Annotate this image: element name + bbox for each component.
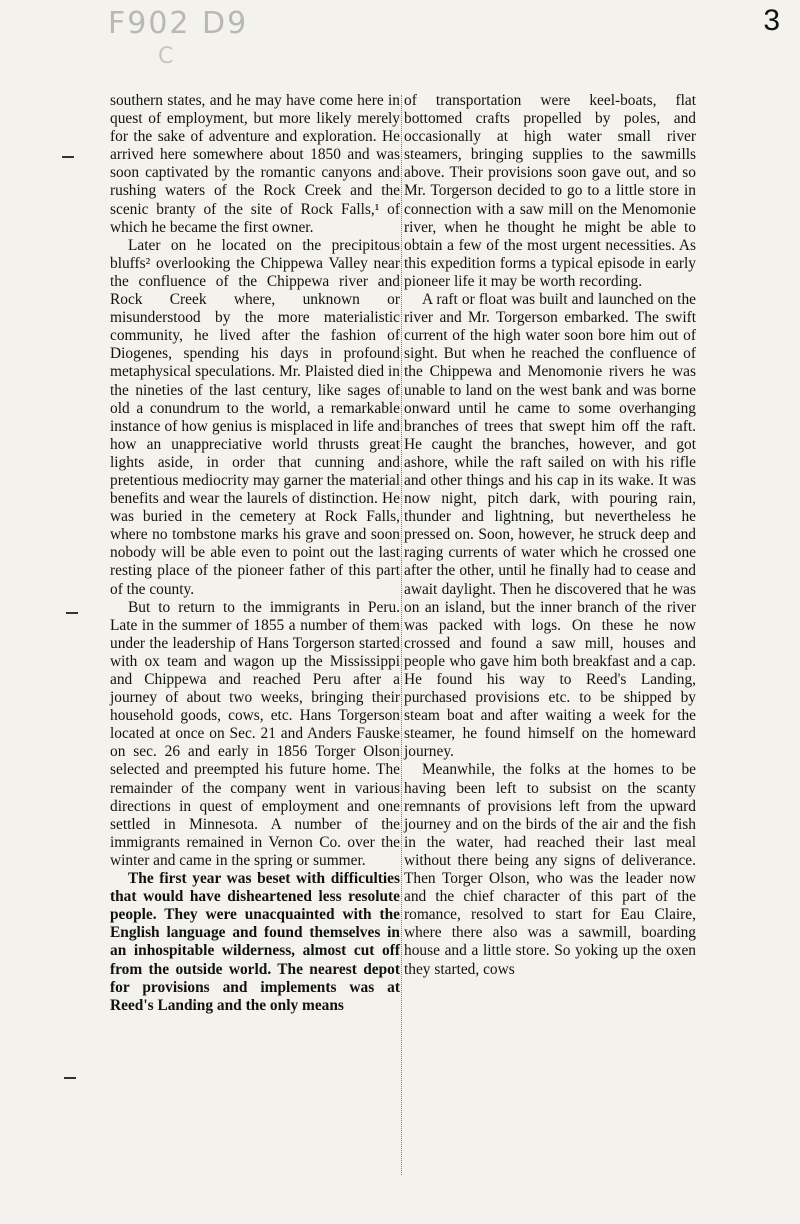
left-paragraph-2: Later on he located on the precipitous bluffs² overlooking the Chippewa Valley near the confluence of the Chippewa river and Rock Creek where, unknown or misunderstood by the more materialistic community, he lived after the fashion of Diogenes, spending his days in profound metaphysical speculations. Mr. Plaisted died in the nineties of the last century, like sages of old a conundrum to the world, a remarkable instance of how genius is misplaced in life and how an unappreciative world thrusts great lights aside, in order that cunning and pretentious mediocrity may garner the material benefits and wear the laurels of distinction. He was buried in the cemetery at Rock Falls, where no tombstone marks his grave and soon nobody will be able even to point out the last resting place of the pioneer father of this part of the county. [110, 236, 400, 598]
archive-pencil-mark: F902 D9 [108, 6, 249, 41]
column-divider [401, 95, 402, 1175]
left-paragraph-1: southern states, and he may have come here in quest of employment, but more likely merely for the sake of adventure and exploration. He arrived here somewhere about 1850 and was soon captivated by the romantic canyons and rushing waters of the Rock Creek and the scenic branty of the site of Rock Falls,¹ of which he became the first owner. [110, 92, 400, 236]
left-text-column [110, 92, 400, 1015]
right-text-column [404, 92, 696, 979]
margin-tick-mark [62, 156, 74, 158]
margin-tick-mark [66, 612, 78, 614]
left-paragraph-3: But to return to the immigrants in Peru. Late in the summer of 1855 a number of them under the leadership of Hans Torgerson started with ox team and wagon up the Mississippi and Chippewa and reached Peru after a journey of about two weeks, bringing their household goods, cows, etc. Hans Torgerson located at once on Sec. 21 and Anders Fauske on sec. 26 and early in 1856 Torger Olson selected and preempted his future home. The remainder of the company went in various directions in quest of employment and one settled in Minnesota. A number of the immigrants remained in Vernon Co. over the winter and came in the spring or summer. [110, 598, 400, 869]
page-number: 3 [763, 4, 780, 37]
left-paragraph-4: The first year was beset with difficulties that would have disheartened less resolute people. They were unacquainted with the English language and found themselves in an inhospitable wilderness, almost cut off from the outside world. The nearest depot for provisions and implements was at Reed's Landing and the only means [110, 870, 400, 1014]
margin-tick-mark [64, 1077, 76, 1079]
right-paragraph-2: A raft or float was built and launched on the river and Mr. Torgerson embarked. The swift current of the high water soon bore him out of sight. But when he reached the confluence of the Chippewa and Menomonie rivers he was unable to land on the west bank and was borne onward until he came to some overhanging branches of trees that swept him off the raft. He caught the branches, however, and got ashore, while the raft sailed on with his rifle and other things and his cap in its wake. It was now night, pitch dark, with pouring rain, thunder and lightning, but nevertheless he pressed on. Soon, however, he struck deep and raging currents of water which he crossed one after the other, until he finally had to cease and await daylight. Then he discovered that he was on an island, but the inner branch of the river was packed with logs. On these he now crossed and found a saw mill, houses and people who gave him both breakfast and a cap. He found his way to Reed's Landing, purchased provisions etc. to be shipped by steam boat and after waiting a week for the steamer, he found himself on the homeward journey. [404, 291, 696, 761]
right-paragraph-3: Meanwhile, the folks at the homes to be having been left to subsist on the scanty remnants of provisions left from the upward journey and on the birds of the air and the fish in the water, had reached their last meal without there being any signs of deliverance. Then Torger Olson, who was the leader now and the chief character of this part of the romance, resolved to start for Eau Claire, where there also was a sawmill, boarding house and a little store. So yoking up the oxen they started, cows [404, 761, 696, 978]
right-paragraph-1: of transportation were keel-boats, flat bottomed crafts propelled by poles, and occasionally at high water small river steamers, bringing supplies to the sawmills above. Their provisions soon gave out, and so Mr. Torgerson decided to go to a little store in connection with a saw mill on the Menomonie river, when he thought he might be able to obtain a few of the most urgent necessities. As this expedition forms a typical episode in early pioneer life it may be worth recording. [404, 92, 696, 290]
archive-pencil-sub-mark: C [158, 44, 174, 69]
